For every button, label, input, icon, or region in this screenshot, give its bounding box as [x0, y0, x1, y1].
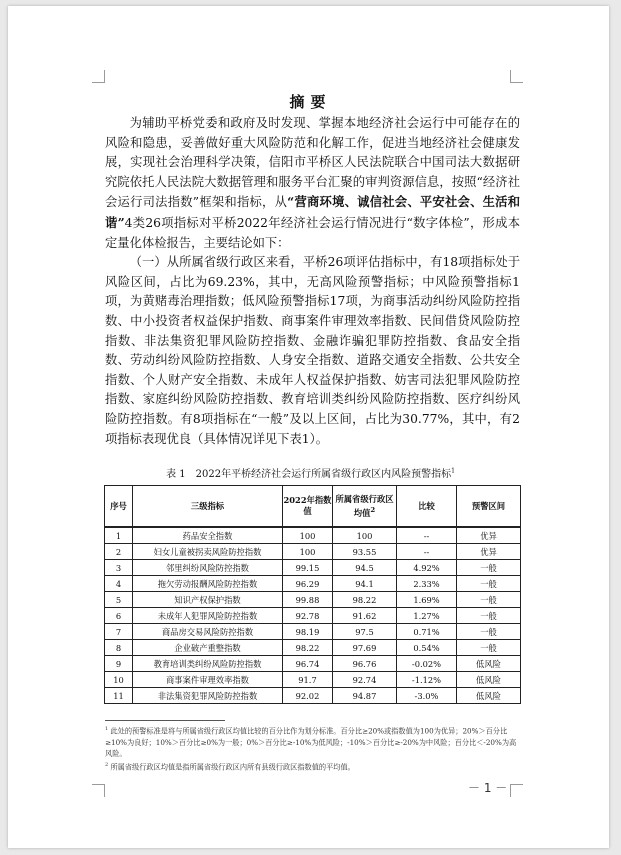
- table-row: [105, 640, 521, 656]
- header-compare: 比较: [397, 486, 457, 528]
- table-row: [105, 656, 521, 672]
- cell-indicator: 药品安全指数: [133, 527, 283, 544]
- header-avg-text: 所属省级行政区均值: [335, 493, 394, 518]
- header-indicator: 三级指标: [133, 486, 283, 528]
- cell-indicator: 未成年人犯罪风险防控指数: [133, 608, 283, 624]
- cell-compare: 0.54%: [397, 640, 457, 656]
- cell-compare: 1.69%: [397, 592, 457, 608]
- cell-avg: 91.62: [333, 608, 397, 624]
- cell-avg: 94.5: [333, 560, 397, 576]
- summary-body: [105, 114, 520, 449]
- cell-zone: 一般: [457, 592, 521, 608]
- table-row: [105, 624, 521, 640]
- table-caption: [0, 465, 621, 480]
- header-zone: 预警区间: [457, 486, 521, 528]
- crop-mark-top-right: [510, 70, 523, 83]
- cell-zone: 一般: [457, 576, 521, 592]
- cell-value: 99.88: [283, 592, 333, 608]
- table-row: [105, 544, 521, 560]
- cell-indicator: 拖欠劳动报酬风险防控指数: [133, 576, 283, 592]
- table-row: [105, 608, 521, 624]
- cell-value: 92.02: [283, 688, 333, 704]
- page-number: － 1 －: [468, 781, 508, 795]
- footnote-2-marker: 2: [105, 761, 109, 768]
- cell-no: 8: [105, 640, 133, 656]
- cell-avg: 97.5: [333, 624, 397, 640]
- cell-indicator: 妇女儿童被拐卖风险防控指数: [133, 544, 283, 560]
- cell-zone: 优异: [457, 544, 521, 560]
- risk-indicator-table: [104, 485, 521, 704]
- header-avg-footnote-ref: 2: [370, 505, 376, 514]
- page-title: 摘要: [289, 93, 332, 111]
- cell-zone: 低风险: [457, 672, 521, 688]
- footnote-2-text: 所属省级行政区均值是指所属省级行政区内所有县级行政区指数值的平均值。: [110, 762, 355, 772]
- crop-mark-bottom-left: [92, 784, 105, 797]
- table-caption-text: 表 1 2022年平桥经济社会运行所属省级行政区内风险预警指标: [166, 469, 452, 480]
- header-value: 2022年指数值: [283, 486, 333, 528]
- table-header-row: [105, 486, 521, 528]
- table-row: [105, 560, 521, 576]
- cell-indicator: 商事案件审理效率指数: [133, 672, 283, 688]
- cell-value: 98.19: [283, 624, 333, 640]
- footnote-2: [105, 760, 521, 773]
- cell-value: 96.74: [283, 656, 333, 672]
- cell-no: 10: [105, 672, 133, 688]
- cell-zone: 一般: [457, 624, 521, 640]
- cell-zone: 一般: [457, 640, 521, 656]
- footnote-divider: [105, 720, 225, 721]
- cell-compare: 2.33%: [397, 576, 457, 592]
- cell-value: 92.78: [283, 608, 333, 624]
- cell-avg: 94.87: [333, 688, 397, 704]
- cell-compare: 0.71%: [397, 624, 457, 640]
- header-no: 序号: [105, 486, 133, 528]
- cell-avg: 100: [333, 527, 397, 544]
- table-row: [105, 527, 521, 544]
- footnotes: [105, 724, 521, 773]
- table-caption-footnote-ref: 1: [451, 467, 455, 475]
- cell-indicator: 非法集资犯罪风险防控指数: [133, 688, 283, 704]
- cell-zone: 低风险: [457, 688, 521, 704]
- cell-value: 96.29: [283, 576, 333, 592]
- cell-value: 100: [283, 544, 333, 560]
- cell-value: 100: [283, 527, 333, 544]
- table-row: [105, 672, 521, 688]
- cell-value: 99.15: [283, 560, 333, 576]
- footnote-1-text: 此处的预警标准是将与所属省级行政区均值比较的百分比作为划分标准。百分比≥20%或指数值为100为优异；20%＞百分比≥10%为良好；10%＞百分比≥0%为一般；0%＞百分比≥-10%为低风险；-10%＞百分比≥-20%为中风险；百分比＜-20%为高风险。: [105, 726, 517, 759]
- cell-indicator: 企业破产重整指数: [133, 640, 283, 656]
- cell-compare: -3.0%: [397, 688, 457, 704]
- cell-avg: 97.69: [333, 640, 397, 656]
- cell-zone: 优异: [457, 527, 521, 544]
- crop-mark-top-left: [92, 70, 105, 83]
- cell-compare: 1.27%: [397, 608, 457, 624]
- table-row: [105, 592, 521, 608]
- cell-compare: -1.12%: [397, 672, 457, 688]
- table-row: [105, 688, 521, 704]
- cell-no: 11: [105, 688, 133, 704]
- footnote-1: [105, 724, 521, 760]
- cell-no: 6: [105, 608, 133, 624]
- cell-zone: 一般: [457, 560, 521, 576]
- cell-no: 4: [105, 576, 133, 592]
- cell-indicator: 教育培训类纠纷风险防控指数: [133, 656, 283, 672]
- cell-zone: 一般: [457, 608, 521, 624]
- cell-avg: 96.76: [333, 656, 397, 672]
- cell-compare: 4.92%: [397, 560, 457, 576]
- cell-indicator: 知识产权保护指数: [133, 592, 283, 608]
- cell-indicator: 商品房交易风险防控指数: [133, 624, 283, 640]
- cell-avg: 98.22: [333, 592, 397, 608]
- cell-indicator: 邻里纠纷风险防控指数: [133, 560, 283, 576]
- cell-avg: 94.1: [333, 576, 397, 592]
- cell-no: 1: [105, 527, 133, 544]
- cell-compare: --: [397, 527, 457, 544]
- intro-text-1: 为辅助平桥党委和政府及时发现、掌握本地经济社会运行中可能存在的风险和隐患，妥善做好重大风险防范和化解工作，促进当地经济社会健康发展，实现社会治理科学决策，信阳市平桥区人民法院联合中国司法大数据研究院依托人民法院大数据管理和服务平台汇聚的审判资源信息，按照“经济社会运行司法指数”框架和指标，从: [105, 116, 520, 210]
- cell-no: 2: [105, 544, 133, 560]
- finding-paragraph-1: （一）从所属省级行政区来看，平桥26项评估指标中，有18项指标处于风险区间，占比为69.23%，其中，无高风险预警指标；中风险预警指标1项，为黄赌毒治理指数；低风险预警指标17项，为商事活动纠纷风险防控指数、中小投资者权益保护指数、商事案件审理效率指数、民间借贷风险防控指数、非法集资犯罪风险防控指数、金融诈骗犯罪防控指数、食品安全指数、劳动纠纷风险防控指数、人身安全指数、道路交通安全指数、公共安全指数、个人财产安全指数、未成年人权益保护指数、妨害司法犯罪风险防控指数、家庭纠纷风险防控指数、教育培训类纠纷风险防控指数、医疗纠纷风险防控指数。有8项指标在“一般”及以上区间，占比为30.77%，其中，有2项指标表现优良（具体情况详见下表1）。: [105, 255, 520, 446]
- cell-avg: 92.74: [333, 672, 397, 688]
- crop-mark-bottom-right: [510, 784, 523, 797]
- intro-bold-categories: “营商环境、诚信社会、平安社会、生活和谐”: [105, 194, 520, 230]
- cell-no: 7: [105, 624, 133, 640]
- cell-compare: -0.02%: [397, 656, 457, 672]
- footnote-1-marker: 1: [105, 726, 109, 732]
- intro-text-2: 4类26项指标对平桥2022年经济社会运行情况进行“数字体检”，形成本定量化体检报告，主要结论如下：: [105, 215, 521, 250]
- cell-no: 5: [105, 592, 133, 608]
- table-row: [105, 576, 521, 592]
- cell-value: 91.7: [283, 672, 333, 688]
- cell-no: 9: [105, 656, 133, 672]
- cell-value: 98.22: [283, 640, 333, 656]
- header-avg: [333, 486, 397, 528]
- cell-zone: 低风险: [457, 656, 521, 672]
- intro-paragraph: [105, 114, 520, 253]
- cell-avg: 93.55: [333, 544, 397, 560]
- cell-no: 3: [105, 560, 133, 576]
- cell-compare: --: [397, 544, 457, 560]
- table-body: [105, 527, 521, 704]
